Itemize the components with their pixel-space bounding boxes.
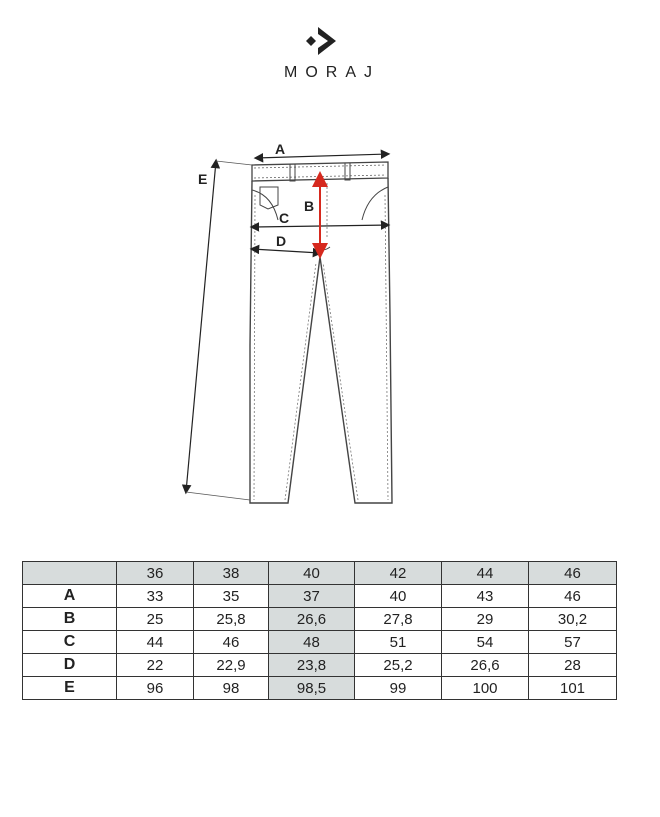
- dimension-label-a: A: [275, 141, 286, 157]
- trousers-illustration: [160, 135, 420, 515]
- dimension-label-d: D: [276, 233, 287, 249]
- dimension-label-b: B: [304, 198, 315, 214]
- table-cell: 33: [117, 585, 194, 608]
- table-cell-highlighted: 23,8: [269, 654, 355, 677]
- size-header-cell: 46: [529, 562, 617, 585]
- row-label: E: [23, 677, 117, 700]
- brand-logo-icon: [304, 24, 340, 58]
- table-cell: 26,6: [442, 654, 529, 677]
- brand-name: MORAJ: [284, 64, 380, 81]
- table-cell-highlighted: 26,6: [269, 608, 355, 631]
- table-cell-highlighted: 98,5: [269, 677, 355, 700]
- table-cell: 100: [442, 677, 529, 700]
- table-row: [23, 585, 617, 608]
- dimension-label-c: C: [279, 210, 290, 226]
- header-corner: [23, 562, 117, 585]
- size-chart-table: [22, 561, 617, 700]
- table-cell-highlighted: 37: [269, 585, 355, 608]
- table-cell: 25,8: [194, 608, 269, 631]
- dimension-label-e: E: [198, 171, 208, 187]
- table-row: [23, 677, 617, 700]
- table-cell: 29: [442, 608, 529, 631]
- table-cell: 25,2: [355, 654, 442, 677]
- size-header-cell: 44: [442, 562, 529, 585]
- size-header-cell: 42: [355, 562, 442, 585]
- table-cell: 46: [529, 585, 617, 608]
- size-header-cell: 36: [117, 562, 194, 585]
- size-header-row: [23, 562, 617, 585]
- size-header-cell: 40: [269, 562, 355, 585]
- table-cell: 57: [529, 631, 617, 654]
- table-row: [23, 608, 617, 631]
- table-cell: 98: [194, 677, 269, 700]
- table-row: [23, 631, 617, 654]
- table-cell: 28: [529, 654, 617, 677]
- table-cell: 51: [355, 631, 442, 654]
- trousers-diagram: [160, 135, 420, 515]
- table-row: [23, 654, 617, 677]
- table-cell: 101: [529, 677, 617, 700]
- table-cell: 40: [355, 585, 442, 608]
- table-cell: 96: [117, 677, 194, 700]
- table-cell: 44: [117, 631, 194, 654]
- table-cell: 27,8: [355, 608, 442, 631]
- row-label: A: [23, 585, 117, 608]
- table-cell: 43: [442, 585, 529, 608]
- table-cell: 25: [117, 608, 194, 631]
- table-cell: 22: [117, 654, 194, 677]
- table-cell-highlighted: 48: [269, 631, 355, 654]
- table-cell: 35: [194, 585, 269, 608]
- table-cell: 30,2: [529, 608, 617, 631]
- row-label: C: [23, 631, 117, 654]
- table-cell: 46: [194, 631, 269, 654]
- table-cell: 99: [355, 677, 442, 700]
- size-header-cell: 38: [194, 562, 269, 585]
- table-cell: 54: [442, 631, 529, 654]
- row-label: B: [23, 608, 117, 631]
- table-cell: 22,9: [194, 654, 269, 677]
- row-label: D: [23, 654, 117, 677]
- brand-header: [0, 0, 660, 90]
